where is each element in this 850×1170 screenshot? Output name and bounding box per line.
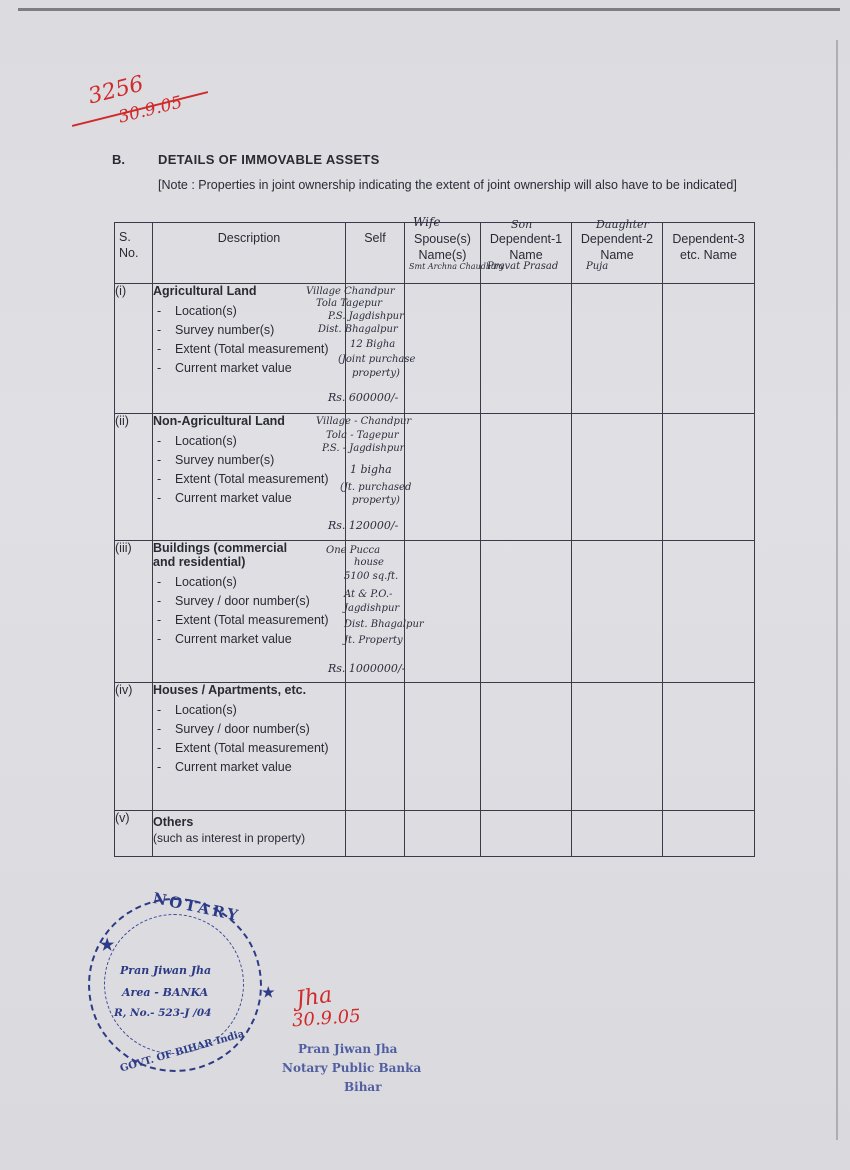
- row-note: (such as interest in property): [153, 831, 306, 845]
- row-item-value: - Current market value: [153, 491, 345, 506]
- row-number: (ii): [115, 414, 153, 541]
- row-number: (i): [115, 284, 153, 414]
- section-letter: B.: [112, 152, 125, 167]
- stamp-arc-top: NOTARY: [151, 888, 243, 926]
- row-item-extent: - Extent (Total measurement): [153, 342, 345, 357]
- star-icon: ★: [100, 935, 115, 954]
- header-spouse-label: Spouse(s) Name(s): [414, 232, 471, 262]
- row-number: (iii): [115, 541, 153, 683]
- seal-state: Bihar: [344, 1080, 382, 1094]
- dep1-handwritten-name: Pravat Prasad: [487, 261, 559, 272]
- handwritten-entry: At & P.O.-: [344, 589, 393, 600]
- self-value-cell: [326, 541, 424, 683]
- row-description: [153, 541, 346, 683]
- dep2-handwritten-name: Puja: [586, 261, 609, 272]
- handwritten-entry: Jagdishpur: [344, 603, 400, 614]
- header-spouse: [405, 215, 505, 284]
- stamp-arc-bottom: GOVT. OF BIHAR India: [118, 1028, 246, 1075]
- signature-date: 30.9.05: [291, 1005, 362, 1032]
- handwritten-entry: property): [352, 368, 400, 379]
- section-note: [Note : Properties in joint ownership indicating the extent of joint ownership will also have to be indicated]: [158, 178, 737, 192]
- row-item-value: - Current market value: [153, 632, 345, 647]
- handwritten-entry: Village Chandpur: [306, 286, 395, 297]
- table-row: [115, 414, 755, 541]
- handwritten-entry: (Jt. purchased: [340, 482, 412, 493]
- row-item-location: - Location(s): [153, 575, 345, 590]
- spouse-handwritten-relation: Wife: [413, 215, 441, 229]
- row-description: [153, 811, 346, 857]
- star-icon: ★: [262, 985, 275, 1001]
- handwritten-entry: One Pucca: [326, 545, 381, 556]
- row-item-survey: - Survey / door number(s): [153, 594, 345, 609]
- self-value-cell: [306, 284, 416, 414]
- self-value-cell: [316, 414, 412, 541]
- row-item-value: - Current market value: [153, 361, 345, 376]
- stamp-line-regno: R, No.- 523-J /04: [114, 1007, 212, 1019]
- dep1-handwritten-relation: Son: [511, 218, 533, 231]
- header-dep2-label: Dependent-2 Name: [580, 232, 654, 262]
- section-title: DETAILS OF IMMOVABLE ASSETS: [158, 152, 380, 167]
- row-heading: Agricultural Land: [153, 284, 257, 298]
- header-dep1-label: Dependent-1 Name: [489, 232, 563, 262]
- handwritten-entry: Jt. Property: [344, 635, 403, 646]
- handwritten-entry: P.S. - Jagdishpur: [322, 443, 405, 454]
- table-row: [115, 541, 755, 683]
- handwritten-entry: 12 Bigha: [350, 339, 396, 350]
- handwritten-entry: Dist. Bhagalpur: [344, 619, 424, 630]
- row-item-extent: - Extent (Total measurement): [153, 741, 345, 756]
- seal-title: Notary Public Banka: [282, 1061, 422, 1075]
- handwritten-entry: Tola - Tagepur: [326, 430, 399, 441]
- header-dep1: [481, 218, 572, 284]
- handwritten-entry: P.S. Jagdishpur: [328, 311, 404, 322]
- receipt-number: 3256: [85, 71, 147, 110]
- row-item-extent: - Extent (Total measurement): [153, 613, 345, 628]
- row-item-extent: - Extent (Total measurement): [153, 472, 345, 487]
- stamp-line-name: Pran Jiwan Jha: [120, 964, 212, 977]
- row-number: (v): [115, 811, 153, 857]
- row-description: [153, 414, 346, 541]
- row-heading: Houses / Apartments, etc.: [153, 683, 307, 697]
- row-item-location: - Location(s): [153, 434, 345, 449]
- dep2-handwritten-relation: Daughter: [596, 218, 649, 231]
- row-item-value: - Current market value: [153, 760, 345, 775]
- row-heading: Non-Agricultural Land: [153, 414, 285, 428]
- header-sno: S. No.: [115, 223, 153, 284]
- row-item-survey: - Survey number(s): [153, 323, 345, 338]
- scan-right-edge: [836, 40, 838, 1140]
- handwritten-value: Rs. 600000/-: [328, 391, 399, 404]
- handwritten-entry: Village - Chandpur: [316, 416, 412, 427]
- handwritten-value: Rs. 120000/-: [328, 519, 399, 532]
- handwritten-entry: 5100 sq.ft.: [344, 571, 399, 582]
- notary-signature: Jha: [294, 982, 334, 1013]
- handwritten-entry: house: [354, 557, 384, 568]
- immovable-assets-table: [114, 215, 755, 857]
- header-self: Self: [346, 223, 405, 284]
- row-heading: Others: [153, 815, 194, 829]
- handwritten-entry: 1 bigha: [350, 463, 392, 476]
- header-dep3: Dependent-3 etc. Name: [663, 223, 755, 284]
- handwritten-entry: Tola Tagepur: [316, 298, 383, 309]
- header-description: Description: [153, 223, 346, 284]
- row-item-location: - Location(s): [153, 703, 345, 718]
- handwritten-entry: property): [352, 495, 400, 506]
- table-row: [115, 284, 755, 414]
- handwritten-entry: (Joint purchase: [338, 354, 416, 365]
- row-item-survey: - Survey / door number(s): [153, 722, 345, 737]
- table-row: [115, 683, 755, 811]
- row-item-survey: - Survey number(s): [153, 453, 345, 468]
- row-description: [153, 683, 346, 811]
- handwritten-entry: Dist. Bhagalpur: [318, 324, 398, 335]
- scan-top-edge: [18, 8, 840, 11]
- row-number: (iv): [115, 683, 153, 811]
- seal-name: Pran Jiwan Jha: [298, 1042, 398, 1056]
- receipt-date: 30.9.05: [116, 92, 185, 128]
- table-row: [115, 811, 755, 857]
- row-heading: Buildings (commercial and residential): [153, 541, 288, 569]
- row-item-location: - Location(s): [153, 304, 345, 319]
- stamp-line-area: Area - BANKA: [122, 986, 209, 999]
- table-header-row: [115, 223, 755, 284]
- header-dep2: [572, 218, 663, 284]
- handwritten-value: Rs. 1000000/-: [328, 662, 406, 675]
- spouse-handwritten-name: Smt Archna Chaudhary: [409, 262, 505, 271]
